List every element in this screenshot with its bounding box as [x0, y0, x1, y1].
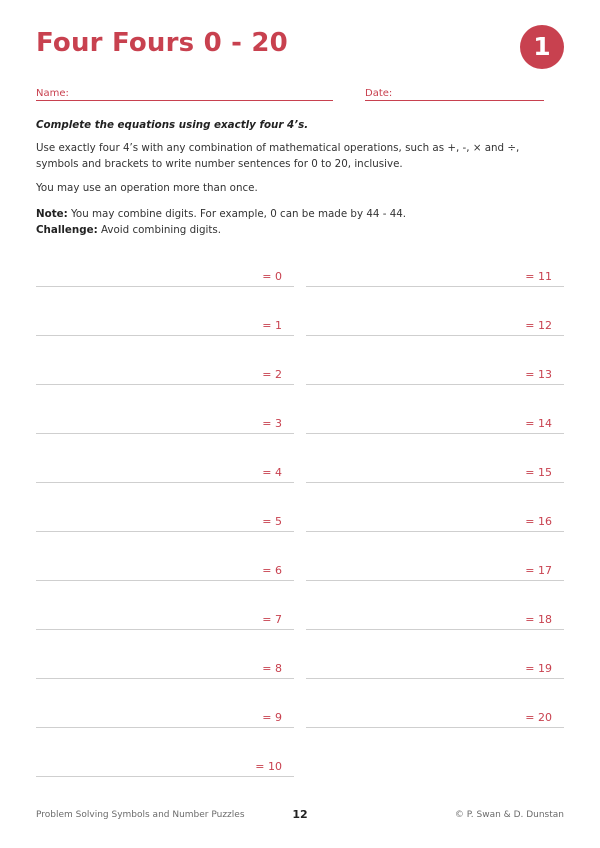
answer-target: = 7	[262, 613, 282, 626]
instruction-body: Use exactly four 4’s with any combination of mathematical operations, such as +, -, × and ÷, symbols and brackets to write number sentences for 0 to 20, inclusive.	[36, 142, 520, 170]
date-label: Date:	[365, 88, 393, 99]
answer-line[interactable]	[36, 368, 294, 385]
name-field[interactable]	[36, 87, 333, 101]
answer-target: = 1	[262, 319, 282, 332]
answer-line[interactable]	[36, 662, 294, 679]
challenge-line	[36, 222, 564, 238]
answer-line[interactable]	[36, 515, 294, 532]
answer-target: = 3	[262, 417, 282, 430]
answer-line[interactable]	[36, 319, 294, 336]
answer-line[interactable]	[306, 319, 564, 336]
note-text: You may combine digits. For example, 0 can be made by 44 - 44.	[67, 208, 407, 220]
name-label: Name:	[36, 88, 69, 99]
answer-line[interactable]	[306, 613, 564, 630]
answer-line[interactable]	[306, 515, 564, 532]
footer-page-number: 12	[292, 808, 308, 821]
answer-target: = 18	[525, 613, 552, 626]
answer-target: = 9	[262, 711, 282, 724]
answer-target: = 20	[525, 711, 552, 724]
answer-target: = 11	[525, 270, 552, 283]
answer-line[interactable]	[306, 466, 564, 483]
answer-line[interactable]	[306, 270, 564, 287]
answer-target: = 5	[262, 515, 282, 528]
answer-target: = 6	[262, 564, 282, 577]
answer-line[interactable]	[36, 760, 294, 777]
answer-line[interactable]	[306, 368, 564, 385]
answer-line[interactable]	[36, 711, 294, 728]
instruction-lead: Complete the equations using exactly four 4’s.	[36, 119, 309, 131]
answer-line[interactable]	[36, 564, 294, 581]
answer-line[interactable]	[36, 613, 294, 630]
note-label: Note:	[36, 208, 68, 220]
challenge-text: Avoid combining digits.	[97, 224, 222, 236]
challenge-label: Challenge:	[36, 224, 98, 236]
answer-line[interactable]	[306, 417, 564, 434]
answer-target: = 2	[262, 368, 282, 381]
answer-target: = 8	[262, 662, 282, 675]
answer-target: = 4	[262, 466, 282, 479]
footer-book-title: Problem Solving Symbols and Number Puzzles	[36, 810, 245, 820]
answer-target: = 12	[525, 319, 552, 332]
answer-line[interactable]	[36, 270, 294, 287]
answer-line[interactable]	[306, 711, 564, 728]
answer-line[interactable]	[306, 662, 564, 679]
page-title: Four Fours 0 - 20	[36, 28, 288, 58]
note-line	[36, 206, 564, 222]
worksheet-number-badge: 1	[520, 25, 564, 69]
answer-target: = 13	[525, 368, 552, 381]
answer-target: = 19	[525, 662, 552, 675]
answer-target: = 10	[255, 760, 282, 773]
instruction-repeat-note: You may use an operation more than once.	[36, 182, 258, 194]
answer-target: = 16	[525, 515, 552, 528]
answer-line[interactable]	[306, 564, 564, 581]
answer-target: = 14	[525, 417, 552, 430]
date-field[interactable]	[365, 87, 544, 101]
answer-line[interactable]	[36, 417, 294, 434]
answer-target: = 17	[525, 564, 552, 577]
answer-line[interactable]	[36, 466, 294, 483]
answer-target: = 0	[262, 270, 282, 283]
answer-target: = 15	[525, 466, 552, 479]
footer-copyright: © P. Swan & D. Dunstan	[454, 810, 564, 820]
